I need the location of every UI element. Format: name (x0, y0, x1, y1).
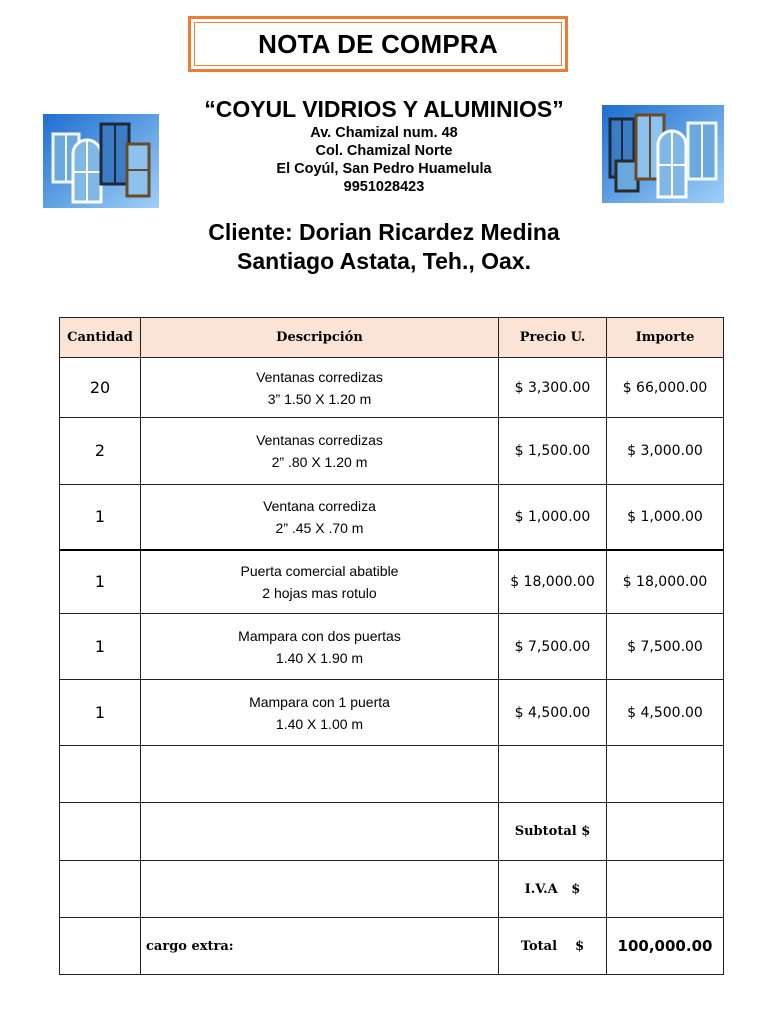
company-phone: 9951028423 (343, 179, 425, 195)
iva-label: I.V.A $ (499, 861, 607, 918)
row-amount: $ 66,000.00 (607, 358, 724, 418)
row-desc-line1: Mampara con 1 puerta (249, 693, 390, 710)
empty-cell (141, 803, 499, 861)
row-desc-line2: 1.40 X 1.00 m (275, 715, 364, 732)
extra-charge-label: cargo extra: (141, 918, 499, 975)
iva-row (60, 861, 724, 918)
row-qty: 20 (60, 358, 141, 418)
table-row (60, 358, 724, 418)
empty-cell (60, 918, 141, 975)
document-title: NOTA DE COMPRA (258, 28, 498, 59)
total-row (60, 918, 724, 975)
empty-row (60, 746, 724, 803)
row-qty: 1 (60, 485, 141, 550)
row-desc-line1: Ventana corrediza (263, 497, 376, 514)
table-row (60, 550, 724, 614)
table-header-row (60, 318, 724, 358)
row-description (141, 614, 499, 680)
company-block (0, 94, 768, 196)
row-desc-line2: 2” .45 X .70 m (275, 519, 364, 536)
header-description: Descripción (141, 318, 499, 358)
subtotal-label: Subtotal $ (499, 803, 607, 861)
row-description (141, 485, 499, 550)
row-desc-line2: 2 hojas mas rotulo (262, 584, 377, 601)
empty-cell (607, 746, 724, 803)
header-quantity: Cantidad (60, 318, 141, 358)
table-row (60, 485, 724, 550)
empty-cell (499, 746, 607, 803)
row-price: $ 3,300.00 (499, 358, 607, 418)
row-price: $ 4,500.00 (499, 680, 607, 746)
row-amount: $ 7,500.00 (607, 614, 724, 680)
row-qty: 2 (60, 418, 141, 485)
row-price: $ 7,500.00 (499, 614, 607, 680)
row-desc-line1: Puerta comercial abatible (240, 562, 399, 579)
address-street: Av. Chamizal num. 48 (310, 125, 458, 141)
row-desc-line2: 1.40 X 1.90 m (275, 649, 364, 666)
address-colony: Col. Chamizal Norte (315, 143, 453, 159)
row-desc-line1: Ventanas corredizas (256, 368, 383, 385)
row-price: $ 18,000.00 (499, 550, 607, 614)
row-amount: $ 3,000.00 (607, 418, 724, 485)
row-amount: $ 1,000.00 (607, 485, 724, 550)
row-qty: 1 (60, 680, 141, 746)
row-description (141, 358, 499, 418)
empty-cell (60, 803, 141, 861)
table-row (60, 418, 724, 485)
total-value: 100,000.00 (607, 918, 724, 975)
empty-cell (141, 861, 499, 918)
title-box (188, 16, 568, 72)
client-location: Santiago Astata, Teh., Oax. (237, 248, 531, 274)
row-price: $ 1,000.00 (499, 485, 607, 550)
row-desc-line2: 3” 1.50 X 1.20 m (267, 390, 372, 407)
row-desc-line2: 2” .80 X 1.20 m (271, 454, 368, 470)
table-row (60, 680, 724, 746)
empty-cell (60, 746, 141, 803)
items-table (59, 317, 724, 975)
subtotal-row (60, 803, 724, 861)
address-city: El Coyúl, San Pedro Huamelula (276, 161, 492, 177)
header-amount: Importe (607, 318, 724, 358)
client-name: Cliente: Dorian Ricardez Medina (208, 219, 560, 245)
row-description (141, 680, 499, 746)
client-block (0, 218, 768, 276)
row-description (141, 418, 499, 485)
row-amount: $ 4,500.00 (607, 680, 724, 746)
total-label: Total $ (499, 918, 607, 975)
company-name: “COYUL VIDRIOS Y ALUMINIOS” (204, 96, 564, 122)
row-price: $ 1,500.00 (499, 418, 607, 485)
empty-cell (141, 746, 499, 803)
empty-cell (60, 861, 141, 918)
row-amount: $ 18,000.00 (607, 550, 724, 614)
row-description (141, 550, 499, 614)
row-desc-line1: Ventanas corredizas (256, 432, 383, 448)
iva-value (607, 861, 724, 918)
header-unit-price: Precio U. (499, 318, 607, 358)
row-desc-line1: Mampara con dos puertas (238, 627, 401, 644)
row-qty: 1 (60, 550, 141, 614)
table-row (60, 614, 724, 680)
subtotal-value (607, 803, 724, 861)
row-qty: 1 (60, 614, 141, 680)
